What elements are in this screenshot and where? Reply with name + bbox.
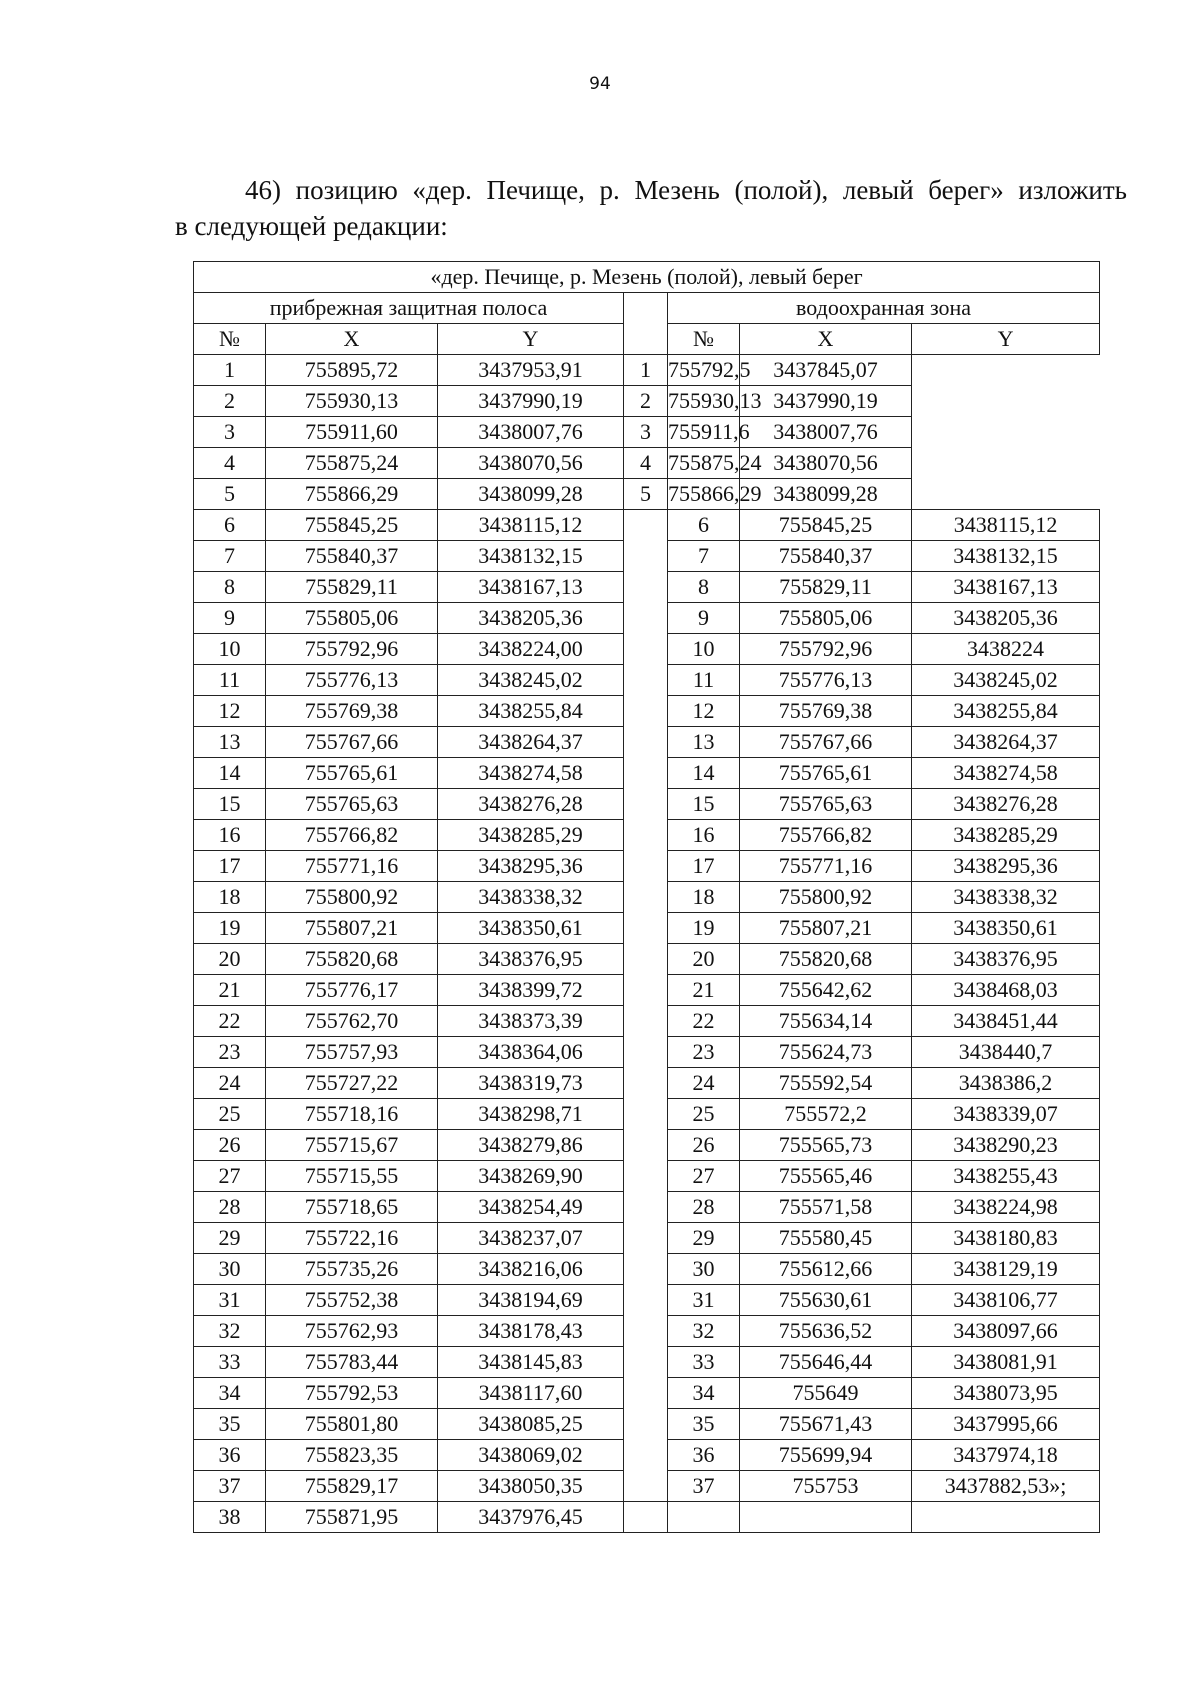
right-no-cell: 33: [668, 1347, 740, 1378]
left-x-cell: 755829,17: [266, 1471, 438, 1502]
right-y-cell: 3438081,91: [912, 1347, 1100, 1378]
right-x-cell: 755911,6: [668, 417, 740, 448]
right-y-cell: 3438007,76: [740, 417, 912, 448]
left-no-cell: 11: [194, 665, 266, 696]
right-no-cell: [668, 1502, 740, 1533]
right-x-cell: 755765,61: [740, 758, 912, 789]
left-y-cell: 3438178,43: [438, 1316, 624, 1347]
right-y-cell: 3438350,61: [912, 913, 1100, 944]
right-x-cell: 755805,06: [740, 603, 912, 634]
left-no-cell: 34: [194, 1378, 266, 1409]
left-x-cell: 755845,25: [266, 510, 438, 541]
right-y-cell: 3438264,37: [912, 727, 1100, 758]
right-x-cell: 755699,94: [740, 1440, 912, 1471]
left-y-cell: 3438319,73: [438, 1068, 624, 1099]
right-no-cell: 35: [668, 1409, 740, 1440]
right-no-cell: 25: [668, 1099, 740, 1130]
left-y-cell: 3438269,90: [438, 1161, 624, 1192]
right-x-cell: 755630,61: [740, 1285, 912, 1316]
right-no-cell: 23: [668, 1037, 740, 1068]
left-y-cell: 3438167,13: [438, 572, 624, 603]
left-y-cell: 3438298,71: [438, 1099, 624, 1130]
left-y-cell: 3438276,28: [438, 789, 624, 820]
left-x-cell: 755735,26: [266, 1254, 438, 1285]
right-y-cell: 3438224,98: [912, 1192, 1100, 1223]
table-title: «дер. Печище, р. Мезень (полой), левый берег: [194, 262, 1100, 293]
right-no-cell: 16: [668, 820, 740, 851]
left-no-cell: 5: [194, 479, 266, 510]
left-y-cell: 3438364,06: [438, 1037, 624, 1068]
right-y-cell: 3438180,83: [912, 1223, 1100, 1254]
left-x-cell: 755829,11: [266, 572, 438, 603]
group-header-left: прибрежная защитная полоса: [194, 293, 624, 324]
left-y-cell: 3438069,02: [438, 1440, 624, 1471]
table-row: [194, 1502, 1100, 1533]
right-y-cell: [912, 1502, 1100, 1533]
right-no-cell: 10: [668, 634, 740, 665]
left-y-cell: 3438224,00: [438, 634, 624, 665]
table-row: [194, 386, 1100, 417]
right-y-cell: 3438255,43: [912, 1161, 1100, 1192]
left-y-cell: 3438338,32: [438, 882, 624, 913]
table-row: [194, 510, 1100, 541]
left-no-cell: 33: [194, 1347, 266, 1378]
left-y-cell: 3438274,58: [438, 758, 624, 789]
left-x-cell: 755792,96: [266, 634, 438, 665]
right-no-cell: 31: [668, 1285, 740, 1316]
right-x-cell: 755767,66: [740, 727, 912, 758]
right-x-cell: 755875,24: [668, 448, 740, 479]
left-no-cell: 22: [194, 1006, 266, 1037]
right-x-cell: 755612,66: [740, 1254, 912, 1285]
column-gap: [624, 1502, 668, 1533]
left-no-cell: 19: [194, 913, 266, 944]
left-y-cell: 3438254,49: [438, 1192, 624, 1223]
right-no-cell: 12: [668, 696, 740, 727]
right-y-cell: 3438070,56: [740, 448, 912, 479]
right-y-cell: 3438451,44: [912, 1006, 1100, 1037]
right-no-cell: 4: [624, 448, 668, 479]
right-no-cell: 32: [668, 1316, 740, 1347]
right-no-cell: 29: [668, 1223, 740, 1254]
right-no-cell: 30: [668, 1254, 740, 1285]
left-no-cell: 23: [194, 1037, 266, 1068]
right-y-cell: 3438097,66: [912, 1316, 1100, 1347]
right-x-cell: 755820,68: [740, 944, 912, 975]
right-no-cell: 15: [668, 789, 740, 820]
right-y-cell: 3438129,19: [912, 1254, 1100, 1285]
left-x-cell: 755930,13: [266, 386, 438, 417]
left-x-cell: 755762,93: [266, 1316, 438, 1347]
right-x-cell: 755753: [740, 1471, 912, 1502]
left-no-cell: 9: [194, 603, 266, 634]
right-no-cell: 11: [668, 665, 740, 696]
right-x-cell: 755634,14: [740, 1006, 912, 1037]
right-x-cell: 755800,92: [740, 882, 912, 913]
left-y-cell: 3437990,19: [438, 386, 624, 417]
right-no-cell: 37: [668, 1471, 740, 1502]
left-no-cell: 24: [194, 1068, 266, 1099]
left-x-cell: 755820,68: [266, 944, 438, 975]
right-y-cell: 3438276,28: [912, 789, 1100, 820]
left-y-cell: 3438245,02: [438, 665, 624, 696]
left-no-cell: 3: [194, 417, 266, 448]
left-no-cell: 14: [194, 758, 266, 789]
right-no-cell: 1: [624, 355, 668, 386]
right-y-cell: 3437990,19: [740, 386, 912, 417]
left-no-cell: 31: [194, 1285, 266, 1316]
left-y-cell: 3438115,12: [438, 510, 624, 541]
right-x-cell: 755646,44: [740, 1347, 912, 1378]
right-x-cell: 755866,29: [668, 479, 740, 510]
left-no-cell: 30: [194, 1254, 266, 1285]
left-x-cell: 755715,67: [266, 1130, 438, 1161]
column-gap: [624, 293, 668, 355]
right-x-cell: 755572,2: [740, 1099, 912, 1130]
left-no-cell: 1: [194, 355, 266, 386]
left-no-cell: 16: [194, 820, 266, 851]
right-y-cell: 3438440,7: [912, 1037, 1100, 1068]
left-no-cell: 27: [194, 1161, 266, 1192]
right-x-cell: 755930,13: [668, 386, 740, 417]
left-no-cell: 29: [194, 1223, 266, 1254]
left-x-cell: 755823,35: [266, 1440, 438, 1471]
left-y-cell: 3438237,07: [438, 1223, 624, 1254]
left-x-cell: 755875,24: [266, 448, 438, 479]
left-y-cell: 3438350,61: [438, 913, 624, 944]
left-x-cell: 755766,82: [266, 820, 438, 851]
left-no-cell: 25: [194, 1099, 266, 1130]
left-y-cell: 3438132,15: [438, 541, 624, 572]
left-x-cell: 755765,63: [266, 789, 438, 820]
left-x-cell: 755800,92: [266, 882, 438, 913]
left-x-cell: 755757,93: [266, 1037, 438, 1068]
group-header-right: водоохранная зона: [668, 293, 1100, 324]
left-x-cell: 755807,21: [266, 913, 438, 944]
col-header-x-left: X: [266, 324, 438, 355]
right-no-cell: 22: [668, 1006, 740, 1037]
left-y-cell: 3438216,06: [438, 1254, 624, 1285]
right-no-cell: 17: [668, 851, 740, 882]
right-y-cell: 3438255,84: [912, 696, 1100, 727]
right-y-cell: 3438099,28: [740, 479, 912, 510]
right-x-cell: 755765,63: [740, 789, 912, 820]
right-y-cell: 3438285,29: [912, 820, 1100, 851]
right-y-cell: 3438167,13: [912, 572, 1100, 603]
left-x-cell: 755762,70: [266, 1006, 438, 1037]
left-y-cell: 3438295,36: [438, 851, 624, 882]
left-no-cell: 28: [194, 1192, 266, 1223]
right-no-cell: 13: [668, 727, 740, 758]
right-no-cell: 19: [668, 913, 740, 944]
right-no-cell: 8: [668, 572, 740, 603]
left-y-cell: 3438007,76: [438, 417, 624, 448]
left-x-cell: 755769,38: [266, 696, 438, 727]
col-header-y-right: Y: [912, 324, 1100, 355]
left-y-cell: 3438255,84: [438, 696, 624, 727]
left-x-cell: 755866,29: [266, 479, 438, 510]
left-no-cell: 20: [194, 944, 266, 975]
left-no-cell: 38: [194, 1502, 266, 1533]
right-no-cell: 20: [668, 944, 740, 975]
right-no-cell: 21: [668, 975, 740, 1006]
right-x-cell: 755807,21: [740, 913, 912, 944]
right-no-cell: 14: [668, 758, 740, 789]
right-y-cell: 3438338,32: [912, 882, 1100, 913]
table-row: [194, 417, 1100, 448]
right-y-cell: 3438386,2: [912, 1068, 1100, 1099]
left-x-cell: 755767,66: [266, 727, 438, 758]
right-x-cell: 755829,11: [740, 572, 912, 603]
right-no-cell: 5: [624, 479, 668, 510]
left-y-cell: 3438399,72: [438, 975, 624, 1006]
left-no-cell: 17: [194, 851, 266, 882]
right-y-cell: 3438376,95: [912, 944, 1100, 975]
left-y-cell: 3438117,60: [438, 1378, 624, 1409]
left-x-cell: 755911,60: [266, 417, 438, 448]
right-x-cell: [740, 1502, 912, 1533]
left-y-cell: 3437953,91: [438, 355, 624, 386]
left-no-cell: 21: [194, 975, 266, 1006]
left-y-cell: 3438145,83: [438, 1347, 624, 1378]
right-y-cell: 3438106,77: [912, 1285, 1100, 1316]
left-x-cell: 755776,13: [266, 665, 438, 696]
left-no-cell: 2: [194, 386, 266, 417]
right-x-cell: 755769,38: [740, 696, 912, 727]
right-y-cell: 3438468,03: [912, 975, 1100, 1006]
right-x-cell: 755580,45: [740, 1223, 912, 1254]
right-x-cell: 755565,73: [740, 1130, 912, 1161]
col-header-no-right: №: [668, 324, 740, 355]
table-row: [194, 479, 1100, 510]
left-y-cell: 3438373,39: [438, 1006, 624, 1037]
left-x-cell: 755722,16: [266, 1223, 438, 1254]
left-no-cell: 32: [194, 1316, 266, 1347]
left-y-cell: 3438205,36: [438, 603, 624, 634]
coordinates-table: [193, 261, 1100, 1533]
left-y-cell: 3438085,25: [438, 1409, 624, 1440]
intro-paragraph: [175, 172, 1127, 244]
right-x-cell: 755776,13: [740, 665, 912, 696]
right-no-cell: 36: [668, 1440, 740, 1471]
right-x-cell: 755766,82: [740, 820, 912, 851]
right-no-cell: 2: [624, 386, 668, 417]
right-x-cell: 755624,73: [740, 1037, 912, 1068]
left-x-cell: 755776,17: [266, 975, 438, 1006]
left-no-cell: 12: [194, 696, 266, 727]
left-x-cell: 755718,65: [266, 1192, 438, 1223]
left-y-cell: 3438376,95: [438, 944, 624, 975]
left-y-cell: 3438279,86: [438, 1130, 624, 1161]
right-x-cell: 755840,37: [740, 541, 912, 572]
left-x-cell: 755783,44: [266, 1347, 438, 1378]
left-no-cell: 26: [194, 1130, 266, 1161]
right-no-cell: 9: [668, 603, 740, 634]
table-row: [194, 448, 1100, 479]
right-no-cell: 26: [668, 1130, 740, 1161]
left-no-cell: 37: [194, 1471, 266, 1502]
page-number: 94: [589, 74, 611, 94]
left-x-cell: 755765,61: [266, 758, 438, 789]
left-no-cell: 15: [194, 789, 266, 820]
right-x-cell: 755845,25: [740, 510, 912, 541]
table-row: [194, 355, 1100, 386]
left-y-cell: 3438194,69: [438, 1285, 624, 1316]
coordinates-body: [194, 355, 1100, 1533]
left-x-cell: 755771,16: [266, 851, 438, 882]
left-x-cell: 755895,72: [266, 355, 438, 386]
right-x-cell: 755771,16: [740, 851, 912, 882]
right-y-cell: 3438073,95: [912, 1378, 1100, 1409]
left-x-cell: 755752,38: [266, 1285, 438, 1316]
left-x-cell: 755792,53: [266, 1378, 438, 1409]
intro-line-2: в следующей редакции:: [175, 211, 448, 241]
intro-line-1: 46) позицию «дер. Печище, р. Мезень (полой), левый берег» изложить: [245, 175, 1127, 205]
left-y-cell: 3438070,56: [438, 448, 624, 479]
right-y-cell: 3438290,23: [912, 1130, 1100, 1161]
right-no-cell: 24: [668, 1068, 740, 1099]
right-y-cell: 3437882,53»;: [912, 1471, 1100, 1502]
right-y-cell: 3438205,36: [912, 603, 1100, 634]
right-x-cell: 755792,5: [668, 355, 740, 386]
left-y-cell: 3438099,28: [438, 479, 624, 510]
right-x-cell: 755571,58: [740, 1192, 912, 1223]
left-y-cell: 3438285,29: [438, 820, 624, 851]
left-no-cell: 6: [194, 510, 266, 541]
column-gap: [624, 510, 668, 1502]
right-y-cell: 3437845,07: [740, 355, 912, 386]
col-header-y-left: Y: [438, 324, 624, 355]
right-no-cell: 18: [668, 882, 740, 913]
right-y-cell: 3438295,36: [912, 851, 1100, 882]
right-y-cell: 3438339,07: [912, 1099, 1100, 1130]
right-x-cell: 755636,52: [740, 1316, 912, 1347]
right-y-cell: 3438274,58: [912, 758, 1100, 789]
left-no-cell: 4: [194, 448, 266, 479]
left-no-cell: 13: [194, 727, 266, 758]
right-no-cell: 7: [668, 541, 740, 572]
left-x-cell: 755805,06: [266, 603, 438, 634]
right-y-cell: 3437995,66: [912, 1409, 1100, 1440]
right-x-cell: 755565,46: [740, 1161, 912, 1192]
right-no-cell: 27: [668, 1161, 740, 1192]
right-y-cell: 3438245,02: [912, 665, 1100, 696]
left-x-cell: 755871,95: [266, 1502, 438, 1533]
right-x-cell: 755642,62: [740, 975, 912, 1006]
right-y-cell: 3437974,18: [912, 1440, 1100, 1471]
right-y-cell: 3438132,15: [912, 541, 1100, 572]
left-x-cell: 755801,80: [266, 1409, 438, 1440]
left-x-cell: 755718,16: [266, 1099, 438, 1130]
left-no-cell: 36: [194, 1440, 266, 1471]
left-x-cell: 755840,37: [266, 541, 438, 572]
right-y-cell: 3438224: [912, 634, 1100, 665]
right-no-cell: 3: [624, 417, 668, 448]
left-no-cell: 18: [194, 882, 266, 913]
col-header-x-right: X: [740, 324, 912, 355]
left-y-cell: 3438050,35: [438, 1471, 624, 1502]
left-no-cell: 8: [194, 572, 266, 603]
left-no-cell: 35: [194, 1409, 266, 1440]
right-x-cell: 755671,43: [740, 1409, 912, 1440]
left-y-cell: 3438264,37: [438, 727, 624, 758]
left-no-cell: 10: [194, 634, 266, 665]
right-x-cell: 755792,96: [740, 634, 912, 665]
right-x-cell: 755592,54: [740, 1068, 912, 1099]
right-no-cell: 28: [668, 1192, 740, 1223]
left-x-cell: 755727,22: [266, 1068, 438, 1099]
right-no-cell: 34: [668, 1378, 740, 1409]
right-x-cell: 755649: [740, 1378, 912, 1409]
left-y-cell: 3437976,45: [438, 1502, 624, 1533]
right-no-cell: 6: [668, 510, 740, 541]
col-header-no-left: №: [194, 324, 266, 355]
left-no-cell: 7: [194, 541, 266, 572]
left-x-cell: 755715,55: [266, 1161, 438, 1192]
right-y-cell: 3438115,12: [912, 510, 1100, 541]
